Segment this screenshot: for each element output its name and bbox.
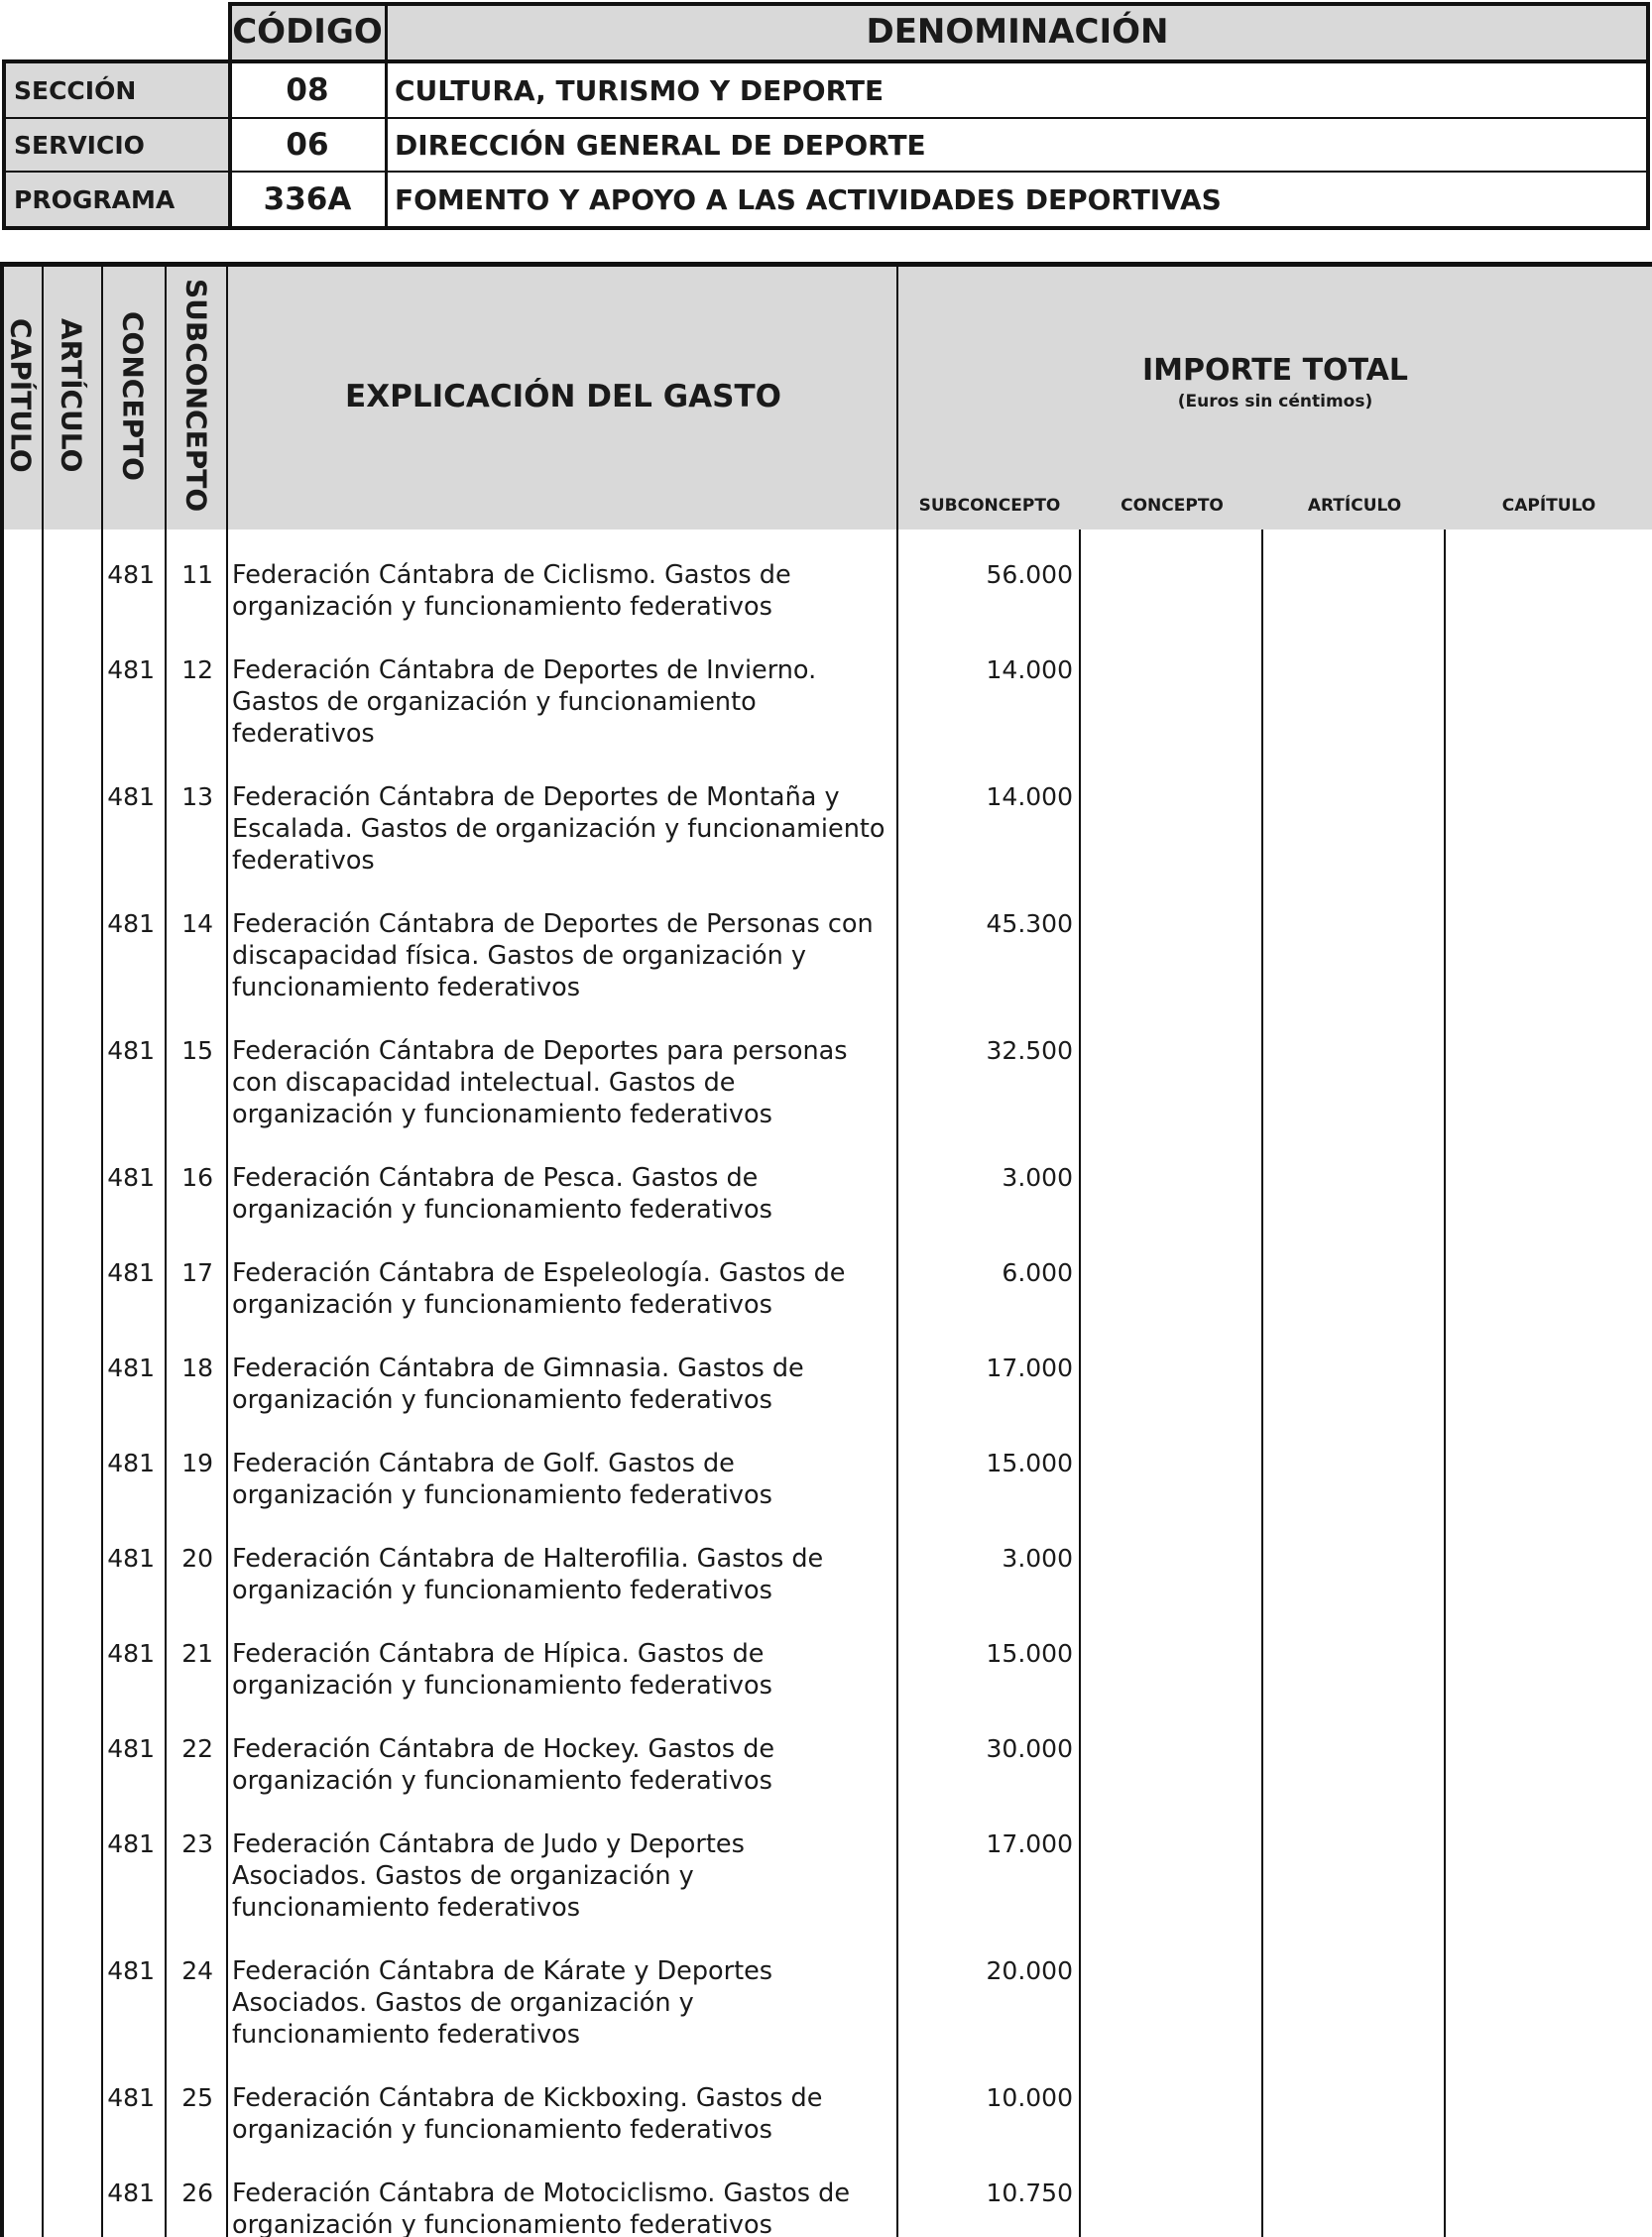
concepto-code: 481 bbox=[107, 2178, 155, 2207]
subconcepto-amount: 45.300 bbox=[986, 909, 1073, 938]
subconcepto-code: 19 bbox=[181, 1449, 213, 1477]
program-header bbox=[2, 2, 1650, 230]
table-row bbox=[0, 1955, 1652, 2051]
subconcepto-code: 17 bbox=[181, 1258, 213, 1287]
table-row bbox=[0, 1733, 1652, 1797]
seccion-code: 08 bbox=[230, 63, 385, 117]
expense-table bbox=[0, 262, 1652, 2237]
concepto-code: 481 bbox=[107, 1258, 155, 1287]
concepto-code: 481 bbox=[107, 1734, 155, 1763]
articulo-column-header: ARTÍCULO bbox=[55, 318, 88, 473]
concepto-code: 481 bbox=[107, 560, 155, 589]
concepto-code: 481 bbox=[107, 1163, 155, 1192]
concepto-amount-header: CONCEPTO bbox=[1121, 496, 1224, 516]
expense-description: Federación Cántabra de Hockey. Gastos de organización y funcionamiento federativos bbox=[232, 1734, 775, 1796]
seccion-name: CULTURA, TURISMO Y DEPORTE bbox=[387, 63, 1648, 117]
subconcepto-code: 13 bbox=[181, 782, 213, 811]
subconcepto-code: 23 bbox=[181, 1829, 213, 1858]
subconcepto-amount: 32.500 bbox=[986, 1036, 1073, 1065]
subconcepto-amount: 14.000 bbox=[986, 655, 1073, 684]
expense-description: Federación Cántabra de Deportes de Invierno. Gastos de organización y funcionamiento federativos bbox=[232, 655, 817, 749]
expense-description: Federación Cántabra de Ciclismo. Gastos de organización y funcionamiento federativos bbox=[232, 560, 791, 622]
expense-description: Federación Cántabra de Motociclismo. Gastos de organización y funcionamiento federativos bbox=[232, 2178, 851, 2237]
expense-description: Federación Cántabra de Gimnasia. Gastos de organización y funcionamiento federativos bbox=[232, 1354, 804, 1415]
subconcepto-code: 25 bbox=[181, 2083, 213, 2112]
concepto-code: 481 bbox=[107, 1449, 155, 1477]
subconcepto-amount: 10.000 bbox=[986, 2083, 1073, 2112]
table-row bbox=[0, 654, 1652, 750]
importe-total-subtitle: (Euros sin céntimos) bbox=[1177, 392, 1373, 412]
capitulo-column-header: CAPÍTULO bbox=[4, 318, 38, 473]
expense-description: Federación Cántabra de Kárate y Deportes Asociados. Gastos de organización y funcionamiento federativos bbox=[232, 1956, 773, 2050]
table-row bbox=[0, 781, 1652, 877]
seccion-label: SECCIÓN bbox=[4, 63, 228, 117]
subconcepto-amount: 6.000 bbox=[1002, 1258, 1073, 1287]
subconcepto-code: 26 bbox=[181, 2178, 213, 2207]
subconcepto-amount-header: SUBCONCEPTO bbox=[918, 496, 1061, 516]
subconcepto-column-header: SUBCONCEPTO bbox=[179, 279, 213, 513]
subconcepto-code: 15 bbox=[181, 1036, 213, 1065]
table-row bbox=[0, 2082, 1652, 2146]
concepto-code: 481 bbox=[107, 1956, 155, 1985]
concepto-code: 481 bbox=[107, 909, 155, 938]
table-row bbox=[0, 908, 1652, 1003]
subconcepto-amount: 20.000 bbox=[986, 1956, 1073, 1985]
expense-description: Federación Cántabra de Deportes para personas con discapacidad intelectual. Gastos de organización y funcionamiento federativos bbox=[232, 1036, 848, 1129]
table-row bbox=[0, 1543, 1652, 1606]
subconcepto-amount: 56.000 bbox=[986, 560, 1073, 589]
servicio-label: SERVICIO bbox=[4, 119, 228, 171]
expense-description: Federación Cántabra de Golf. Gastos de organización y funcionamiento federativos bbox=[232, 1449, 772, 1510]
expense-description: Federación Cántabra de Kickboxing. Gastos de organización y funcionamiento federativos bbox=[232, 2083, 823, 2145]
table-row bbox=[0, 2178, 1652, 2237]
concepto-code: 481 bbox=[107, 1544, 155, 1573]
importe-total-title: IMPORTE TOTAL bbox=[1141, 353, 1409, 388]
table-row bbox=[0, 1448, 1652, 1511]
expense-description: Federación Cántabra de Halterofilia. Gastos de organización y funcionamiento federativos bbox=[232, 1544, 824, 1605]
subconcepto-code: 14 bbox=[181, 909, 213, 938]
subconcepto-code: 16 bbox=[181, 1163, 213, 1192]
articulo-amount-header: ARTÍCULO bbox=[1307, 496, 1402, 516]
subconcepto-code: 18 bbox=[181, 1354, 213, 1382]
subconcepto-code: 22 bbox=[181, 1734, 213, 1763]
table-row bbox=[0, 1638, 1652, 1702]
expense-description: Federación Cántabra de Deportes de Montaña y Escalada. Gastos de organización y funcionamiento federativos bbox=[232, 782, 885, 876]
expense-description: Federación Cántabra de Hípica. Gastos de organización y funcionamiento federativos bbox=[232, 1639, 772, 1701]
concepto-column-header: CONCEPTO bbox=[116, 310, 150, 481]
codigo-column-title: CÓDIGO bbox=[230, 4, 385, 59]
expense-description: Federación Cántabra de Judo y Deportes Asociados. Gastos de organización y funcionamiento federativos bbox=[232, 1829, 745, 1923]
table-row bbox=[0, 1257, 1652, 1321]
programa-label: PROGRAMA bbox=[4, 173, 228, 226]
programa-code: 336A bbox=[230, 173, 385, 226]
concepto-code: 481 bbox=[107, 1639, 155, 1668]
subconcepto-code: 24 bbox=[181, 1956, 213, 1985]
concepto-code: 481 bbox=[107, 1829, 155, 1858]
expense-description: Federación Cántabra de Deportes de Personas con discapacidad física. Gastos de organización y funcionamiento federativos bbox=[232, 909, 874, 1002]
table-header bbox=[0, 262, 1652, 530]
importe-total-header bbox=[898, 353, 1652, 412]
subconcepto-amount: 17.000 bbox=[986, 1354, 1073, 1382]
servicio-name: DIRECCIÓN GENERAL DE DEPORTE bbox=[387, 119, 1648, 171]
table-row bbox=[0, 559, 1652, 623]
concepto-code: 481 bbox=[107, 1036, 155, 1065]
table-row bbox=[0, 1162, 1652, 1226]
table-row bbox=[0, 1035, 1652, 1130]
subconcepto-amount: 3.000 bbox=[1002, 1163, 1073, 1192]
explicacion-column-header: EXPLICACIÓN DEL GASTO bbox=[345, 379, 781, 414]
subconcepto-amount: 14.000 bbox=[986, 782, 1073, 811]
programa-name: FOMENTO Y APOYO A LAS ACTIVIDADES DEPORTIVAS bbox=[387, 173, 1648, 226]
concepto-code: 481 bbox=[107, 655, 155, 684]
subconcepto-amount: 15.000 bbox=[986, 1639, 1073, 1668]
subconcepto-code: 12 bbox=[181, 655, 213, 684]
table-row bbox=[0, 1828, 1652, 1924]
servicio-code: 06 bbox=[230, 119, 385, 171]
subconcepto-code: 11 bbox=[181, 560, 213, 589]
concepto-code: 481 bbox=[107, 782, 155, 811]
subconcepto-amount: 3.000 bbox=[1002, 1544, 1073, 1573]
concepto-code: 481 bbox=[107, 2083, 155, 2112]
subconcepto-amount: 15.000 bbox=[986, 1449, 1073, 1477]
expense-description: Federación Cántabra de Espeleología. Gastos de organización y funcionamiento federativos bbox=[232, 1258, 846, 1320]
concepto-code: 481 bbox=[107, 1354, 155, 1382]
subconcepto-amount: 30.000 bbox=[986, 1734, 1073, 1763]
denominacion-column-title: DENOMINACIÓN bbox=[387, 4, 1648, 59]
subconcepto-code: 20 bbox=[181, 1544, 213, 1573]
expense-description: Federación Cántabra de Pesca. Gastos de organización y funcionamiento federativos bbox=[232, 1163, 772, 1225]
subconcepto-amount: 10.750 bbox=[986, 2178, 1073, 2207]
capitulo-amount-header: CAPÍTULO bbox=[1501, 496, 1596, 516]
subconcepto-amount: 17.000 bbox=[986, 1829, 1073, 1858]
table-row bbox=[0, 1353, 1652, 1416]
subconcepto-code: 21 bbox=[181, 1639, 213, 1668]
